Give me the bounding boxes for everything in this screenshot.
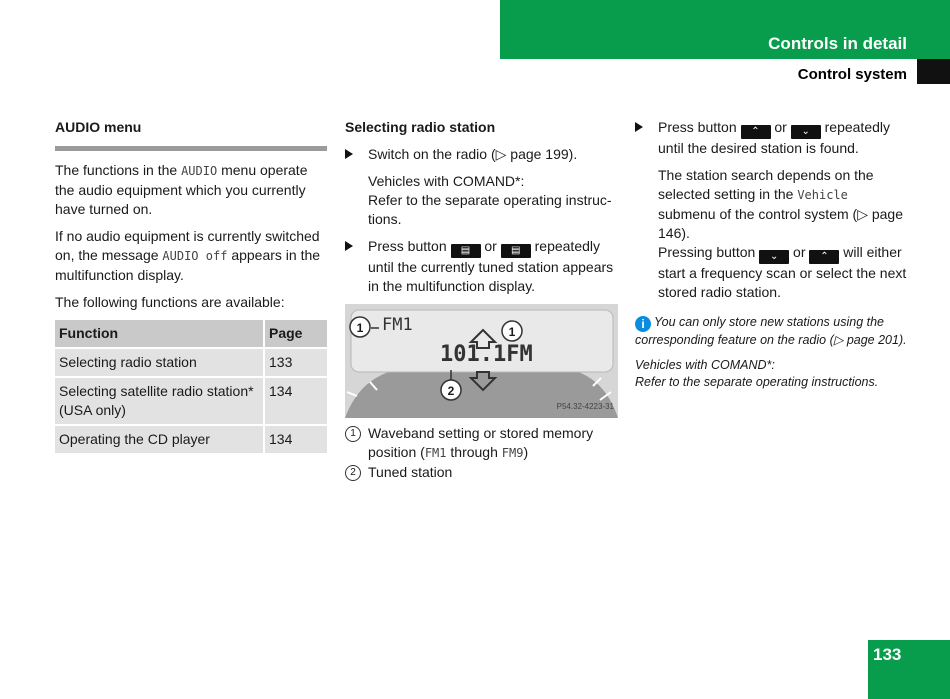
column-station-search: [635, 118, 907, 391]
column-header-page: Page: [263, 320, 327, 349]
info-icon: i: [635, 316, 651, 332]
multifunction-display-figure: [345, 304, 618, 418]
page-cell: 134: [263, 378, 327, 426]
figure-reference: P54.32-4223-31: [556, 402, 614, 411]
legend-item: 1 Waveband setting or stored memory position (FM1 through FM9): [345, 424, 620, 463]
figure-legend: [345, 424, 620, 482]
up-arrow-button-icon: ⌃: [809, 250, 839, 264]
next-display-button-icon: ▤: [501, 244, 531, 258]
instruction-step: Press button ⌃ or ⌄ repeatedly until the desired station is found.: [635, 118, 907, 158]
selecting-radio-heading: Selecting radio station: [345, 119, 496, 135]
column-audio-menu: [55, 118, 327, 455]
down-arrow-button-icon: ⌄: [759, 250, 789, 264]
section-subtitle: Control system: [797, 66, 907, 83]
callout-marker: 1: [356, 321, 364, 335]
function-cell: Selecting satellite radio station* (USA only): [55, 378, 263, 426]
heading-rule: [55, 146, 327, 151]
table-header-row: [55, 320, 327, 349]
bullet-triangle-icon: [345, 241, 353, 251]
down-arrow-button-icon: ⌄: [791, 125, 821, 139]
bullet-triangle-icon: [345, 149, 353, 159]
previous-display-button-icon: ▤: [451, 244, 481, 258]
table-row: [55, 349, 327, 378]
legend-item: 2 Tuned station: [345, 463, 620, 482]
paragraph: The station search depends on the selected setting in the Vehicle submenu of the control system (▷ page 146). Pressing button ⌄ or ⌃ will either start a frequency scan or select the next stored radio station.: [658, 167, 907, 300]
paragraph: The following functions are available:: [55, 294, 285, 310]
section-tab-marker: [917, 59, 950, 84]
functions-table: [55, 320, 327, 455]
comand-note: Vehicles with COMAND*: Refer to the separate operating instruc-tions.: [368, 173, 612, 227]
info-note: i You can only store new stations using the corresponding feature on the radio (▷ page 201).: [635, 315, 907, 347]
callout-marker: 2: [447, 384, 455, 398]
section-title: Controls in detail: [768, 34, 907, 53]
audio-menu-heading: AUDIO menu: [55, 119, 142, 135]
callout-marker: 1: [508, 325, 516, 339]
comand-note: Vehicles with COMAND*: Refer to the separate operating instructions.: [635, 358, 879, 389]
function-cell: Selecting radio station: [55, 349, 263, 378]
paragraph: The functions in the AUDIO menu operate the audio equipment which you currently have turned on.: [55, 162, 308, 217]
function-cell: Operating the CD player: [55, 426, 263, 455]
table-row: [55, 426, 327, 455]
column-selecting-radio-station: [345, 118, 620, 482]
page-number: 133: [873, 645, 902, 664]
instruction-step: Switch on the radio (▷ page 199).: [345, 145, 620, 164]
paragraph: If no audio equipment is currently switched on, the message AUDIO off appears in the multifunction display.: [55, 228, 321, 283]
waveband-readout: FM1: [382, 315, 413, 335]
table-row: [55, 378, 327, 426]
instruction-step: Press button ▤ or ▤ repeatedly until the currently tuned station appears in the multifunction display.: [345, 237, 620, 296]
column-header-function: Function: [55, 320, 263, 349]
bullet-triangle-icon: [635, 122, 643, 132]
page-cell: 134: [263, 426, 327, 455]
up-arrow-button-icon: ⌃: [741, 125, 771, 139]
page-cell: 133: [263, 349, 327, 378]
frequency-readout: 101.1FM: [440, 342, 533, 367]
